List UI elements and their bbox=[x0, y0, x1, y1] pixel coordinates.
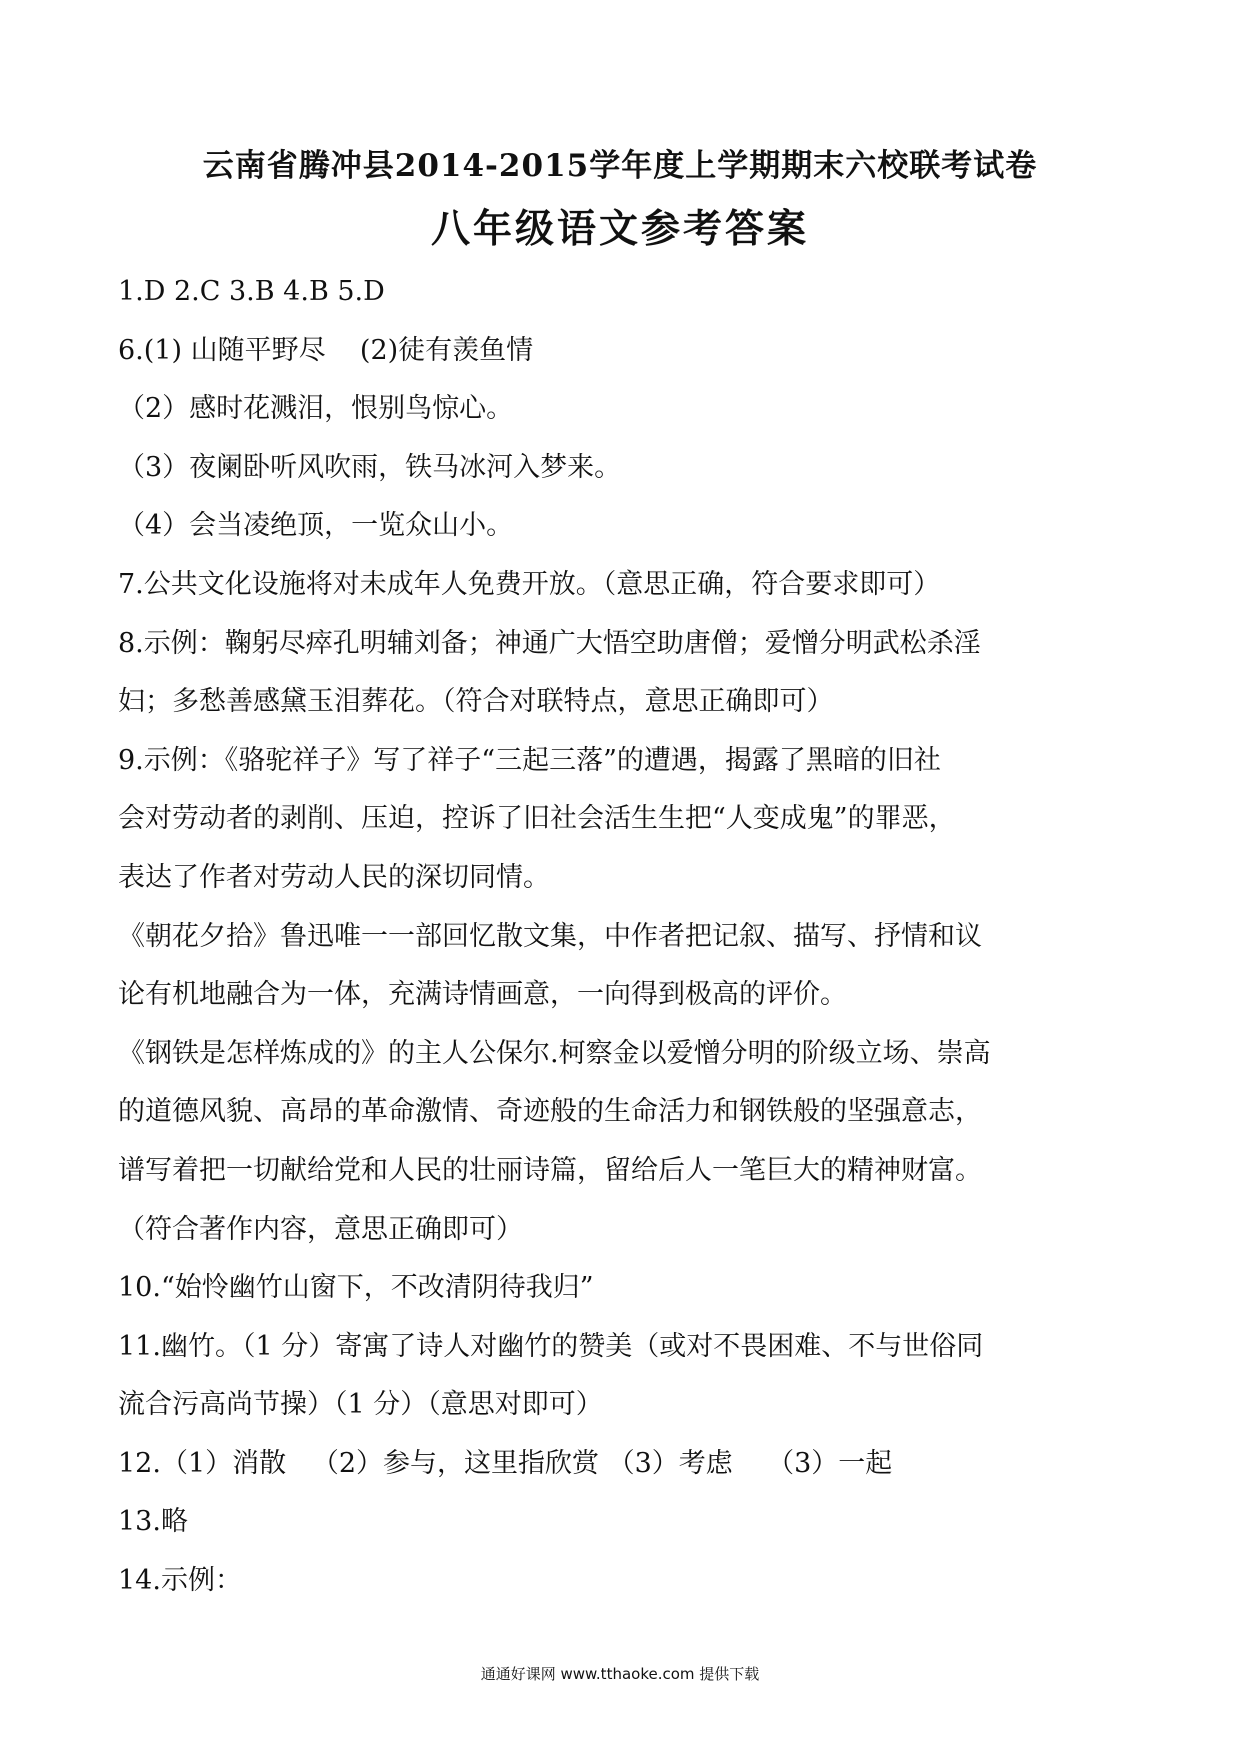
answer-line: 11.幽竹。（1 分）寄寓了诗人对幽竹的赞美（或对不畏困难、不与世俗同 bbox=[118, 1330, 984, 1362]
answer-line: 14.示例： bbox=[118, 1565, 242, 1597]
answer-line: 6.(1) 山随平野尽 (2)徒有羡鱼情 bbox=[118, 334, 534, 366]
page-footer: 通通好课网 www.tthaoke.com 提供下载 bbox=[480, 1665, 760, 1683]
answer-line: 论有机地融合为一体，充满诗情画意，一向得到极高的评价。 bbox=[118, 979, 847, 1011]
answer-line: 谱写着把一切献给党和人民的壮丽诗篇，留给后人一笔巨大的精神财富。 bbox=[118, 1154, 982, 1186]
answer-line: 《钢铁是怎样炼成的》的主人公保尔.柯察金以爱憎分明的阶级立场、崇高 bbox=[118, 1037, 991, 1069]
answer-line: 的道德风貌、高昂的革命激情、奇迹般的生命活力和钢铁般的坚强意志， bbox=[118, 1096, 982, 1128]
answer-line: （符合著作内容，意思正确即可） bbox=[118, 1213, 523, 1245]
answer-line: 12.（1）消散 （2）参与，这里指欣赏 （3）考虑 （3）一起 bbox=[118, 1447, 893, 1479]
answer-body bbox=[118, 263, 1128, 1611]
exam-title: 云南省腾冲县2014-2015学年度上学期期末六校联考试卷 bbox=[202, 148, 1038, 184]
answer-line: 7.公共文化设施将对未成年人免费开放。（意思正确，符合要求即可） bbox=[118, 568, 941, 600]
answer-line: 表达了作者对劳动人民的深切同情。 bbox=[118, 861, 550, 893]
answer-line: 8.示例：鞠躬尽瘁孔明辅刘备；神通广大悟空助唐僧；爱憎分明武松杀淫 bbox=[118, 627, 981, 659]
answer-line: 13.略 bbox=[118, 1506, 188, 1538]
answer-line: （4）会当凌绝顶，一览众山小。 bbox=[118, 510, 514, 542]
answer-line: 9.示例：《骆驼祥子》写了祥子“三起三落”的遭遇，揭露了黑暗的旧社 bbox=[118, 744, 941, 776]
answer-line: 10.“始怜幽竹山窗下，不改清阴待我归” bbox=[118, 1272, 594, 1304]
answer-line: 1.D 2.C 3.B 4.B 5.D bbox=[118, 276, 385, 307]
answer-key-heading: 八年级语文参考答案 bbox=[430, 207, 809, 252]
answer-line: 流合污高尚节操）（1 分）（意思对即可） bbox=[118, 1389, 603, 1421]
answer-line: 《朝花夕拾》鲁迅唯一一部回忆散文集，中作者把记叙、描写、抒情和议 bbox=[118, 920, 982, 952]
answer-line: 妇；多愁善感黛玉泪葬花。（符合对联特点，意思正确即可） bbox=[118, 686, 834, 718]
answer-line: （2）感时花溅泪，恨别鸟惊心。 bbox=[118, 393, 514, 425]
answer-line: （3）夜阑卧听风吹雨，铁马冰河入梦来。 bbox=[118, 451, 622, 483]
answer-line: 会对劳动者的剥削、压迫，控诉了旧社会活生生把“人变成鬼”的罪恶， bbox=[118, 803, 956, 835]
